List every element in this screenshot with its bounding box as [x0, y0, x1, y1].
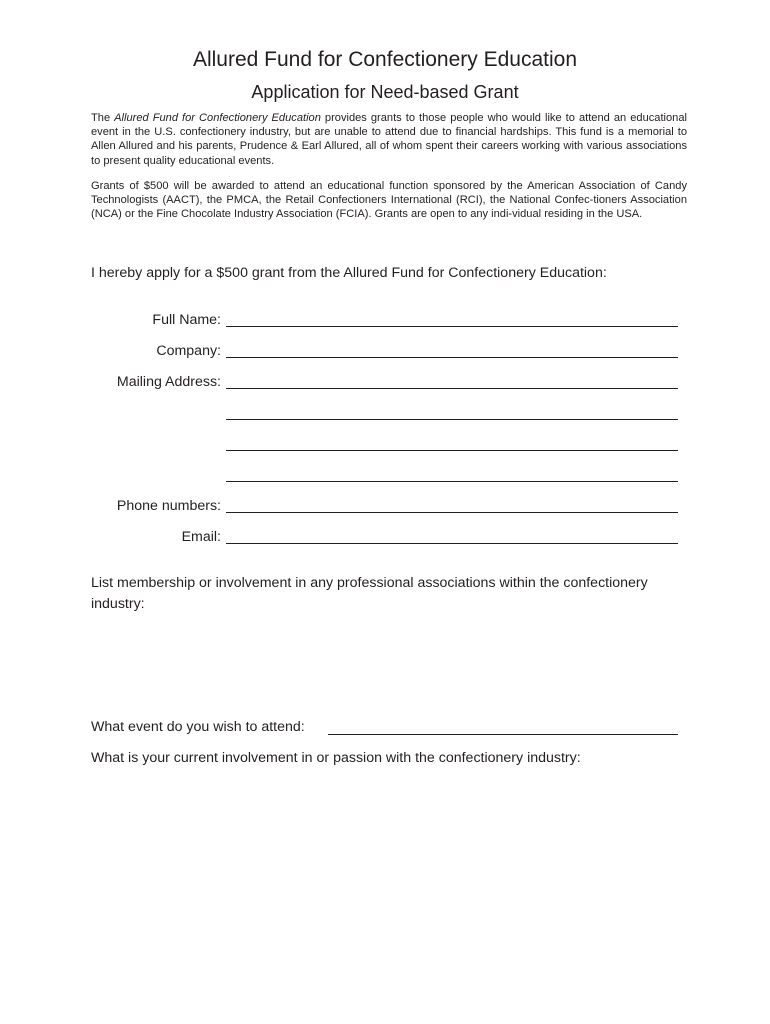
- phone-numbers-field[interactable]: [226, 512, 678, 513]
- email-field[interactable]: [226, 543, 678, 544]
- email-label: Email:: [181, 529, 221, 545]
- membership-answer-area[interactable]: [91, 618, 678, 708]
- involvement-answer-area[interactable]: [91, 780, 678, 980]
- full-name-field[interactable]: [226, 326, 678, 327]
- mailing-address-label: Mailing Address:: [116, 374, 221, 390]
- event-question: What event do you wish to attend:: [91, 719, 305, 735]
- fund-name-italic: Allured Fund for Confectionery Education: [114, 112, 321, 124]
- mailing-address-field-line-2[interactable]: [226, 419, 678, 420]
- phone-numbers-label: Phone numbers:: [116, 498, 221, 514]
- intro-lead: The: [91, 112, 115, 124]
- full-name-label: Full Name:: [152, 312, 221, 328]
- event-field[interactable]: [328, 734, 678, 735]
- intro-paragraph: [91, 111, 687, 168]
- mailing-address-field-line-4[interactable]: [226, 481, 678, 482]
- company-label: Company:: [156, 343, 221, 359]
- grant-details-paragraph: Grants of $500 will be awarded to attend an educational function sponsored by the American Association of Candy Technologists (AACT), the PMCA, the Retail Confectioners International (RCI), the National Confec-tioners Association (NCA) or the Fine Chocolate Industry Association (FCIA). Grants are open to any indi-vidual residing in the USA.: [91, 180, 687, 221]
- company-field[interactable]: [226, 357, 678, 358]
- mailing-address-field-line-3[interactable]: [226, 450, 678, 451]
- form-subtitle: Application for Need-based Grant: [251, 82, 519, 102]
- intro-rest: provides grants to those people who would like to attend an educational event in the U.S. confectionery industry, but are unable to attend due to financial hardships. This fund is a memorial to Allen Allured and his parents, Prudence & Earl Allured, all of whom spent their careers working with various associations to present quality educational events.: [91, 112, 687, 167]
- form-title: Allured Fund for Confectionery Education: [192, 48, 578, 71]
- involvement-question: What is your current involvement in or passion with the confectionery industry:: [91, 750, 581, 766]
- mailing-address-field-line-1[interactable]: [226, 388, 678, 389]
- application-statement: I hereby apply for a $500 grant from the Allured Fund for Confectionery Education:: [91, 265, 607, 281]
- membership-question: List membership or involvement in any professional associations within the confectionery industry:: [91, 575, 648, 612]
